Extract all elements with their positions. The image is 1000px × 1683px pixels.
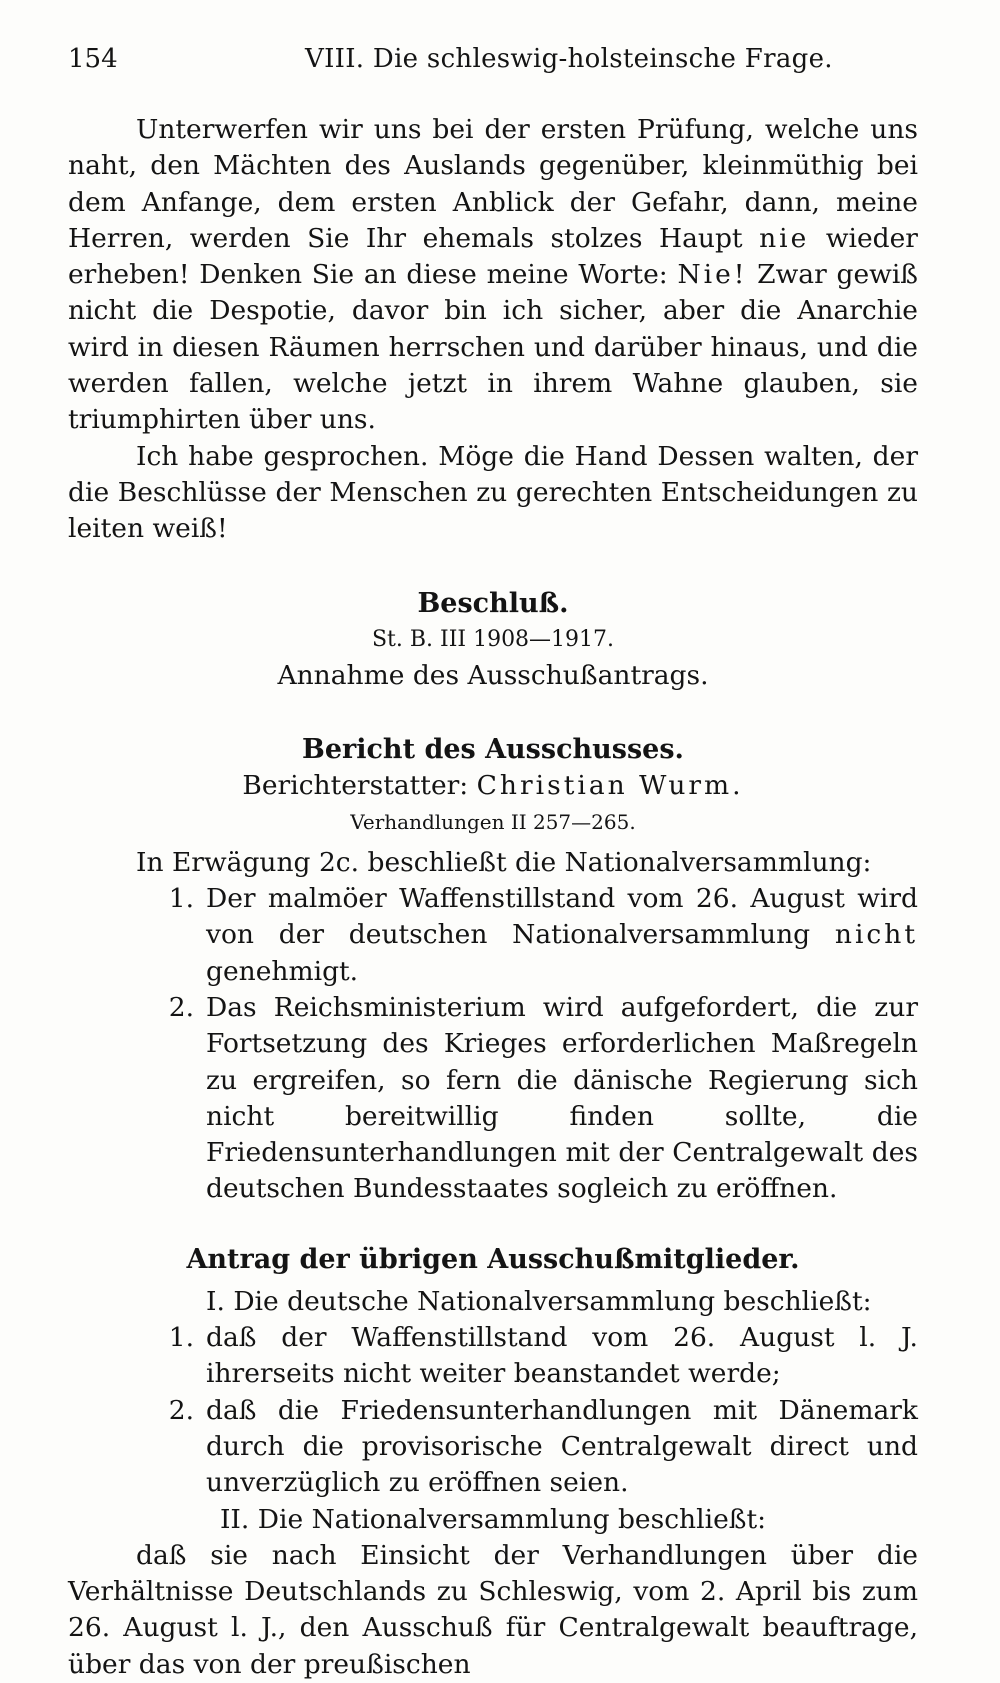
resolution-heading: Beschluß. bbox=[417, 587, 569, 619]
committee-report-intro: In Erwägung 2c. beschließt die Nationalversammlung: bbox=[136, 846, 872, 878]
speech-closing-paragraph: Ich habe gesprochen. Möge die Hand Dessen walten, der die Beschlüsse der Menschen zu gerechten Entscheidungen zu leiten weiß! bbox=[68, 440, 918, 545]
item-number: 1. bbox=[168, 883, 194, 915]
speech-text: Zwar gewiß nicht die Despotie, davor bin ich sicher, aber die Anarchie wird in diesen Räumen herrschen und darüber hinaus, und die werden fallen, welche jetzt in ihrem Wahne glauben, sie triumphirten über uns. bbox=[68, 259, 918, 436]
speech-text: wieder erheben! Denken Sie an diese meine Worte: bbox=[68, 222, 918, 291]
minority-motion-heading: Antrag der übrigen Ausschußmitglieder. bbox=[186, 1243, 800, 1275]
rapporteur-name: Christian Wurm. bbox=[476, 770, 744, 802]
minority-part-2-intro: II. Die Nationalversammlung beschließt: bbox=[219, 1503, 767, 1535]
committee-item bbox=[68, 990, 918, 1208]
item-emphasis: nicht bbox=[834, 919, 918, 951]
committee-report-reference: Verhandlungen II 257—265. bbox=[350, 810, 636, 835]
item-text: genehmigt. bbox=[206, 955, 359, 987]
rapporteur-line bbox=[68, 768, 918, 804]
committee-report-heading: Bericht des Ausschusses. bbox=[302, 734, 684, 766]
item-text: Der malmöer Waffenstillstand vom 26. August wird von der deutschen Nationalversammlung bbox=[206, 883, 918, 951]
item-number: 2. bbox=[168, 991, 194, 1023]
item-text: daß der Waffenstillstand vom 26. August l. J. ihrerseits nicht weiter beanstandet werde; bbox=[206, 1322, 918, 1390]
running-head bbox=[68, 44, 908, 84]
item-text: Das Reichsministerium wird aufgefordert, die zur Fortsetzung des Krieges erforderlichen Maßregeln zu ergreifen, so fern die dänische Regierung sich nicht bereitwillig finden sollte, die Friedensunterhandlungen mit der Centralgewalt des deutschen Bundesstaates sogleich zu eröffnen. bbox=[206, 991, 918, 1205]
emphasis-nie: Nie! bbox=[677, 259, 748, 291]
item-text: daß die Friedensunterhandlungen mit Dänemark durch die provisorische Centralgewalt direct und unverzüglich zu eröffnen seien. bbox=[206, 1394, 918, 1499]
resolution-text: Annahme des Ausschußantrags. bbox=[277, 659, 709, 691]
committee-item bbox=[68, 881, 918, 990]
running-title: VIII. Die schleswig-holsteinsche Frage. bbox=[305, 44, 833, 74]
minority-item bbox=[68, 1320, 918, 1393]
page-number: 154 bbox=[68, 44, 118, 74]
minority-part-1-intro: I. Die deutsche Nationalversammlung beschließt: bbox=[206, 1285, 872, 1317]
item-number: 2. bbox=[168, 1394, 194, 1426]
speech-paragraph bbox=[68, 112, 918, 439]
speech-text: Unterwerfen wir uns bei der ersten Prüfung, welche uns naht, den Mächten des Auslands gegenüber, kleinmüthig bei dem Anfange, dem ersten Anblick der Gefahr, dann, meine Herren, werden Sie Ihr ehemals stolzes Haupt bbox=[68, 114, 918, 254]
minority-part-2-text: daß sie nach Einsicht der Verhandlungen über die Verhältnisse Deutschlands zu Schleswig, vom 2. April bis zum 26. August l. J., den Ausschuß für Centralgewalt beauftrage, über das von der preußischen bbox=[68, 1539, 918, 1680]
item-number: 1. bbox=[168, 1322, 194, 1354]
rapporteur-label: Berichterstatter: bbox=[242, 770, 477, 802]
page-body bbox=[68, 112, 918, 1683]
resolution-reference: St. B. III 1908—1917. bbox=[371, 626, 615, 652]
emphasis-nie: nie bbox=[759, 222, 810, 254]
minority-item bbox=[68, 1393, 918, 1502]
